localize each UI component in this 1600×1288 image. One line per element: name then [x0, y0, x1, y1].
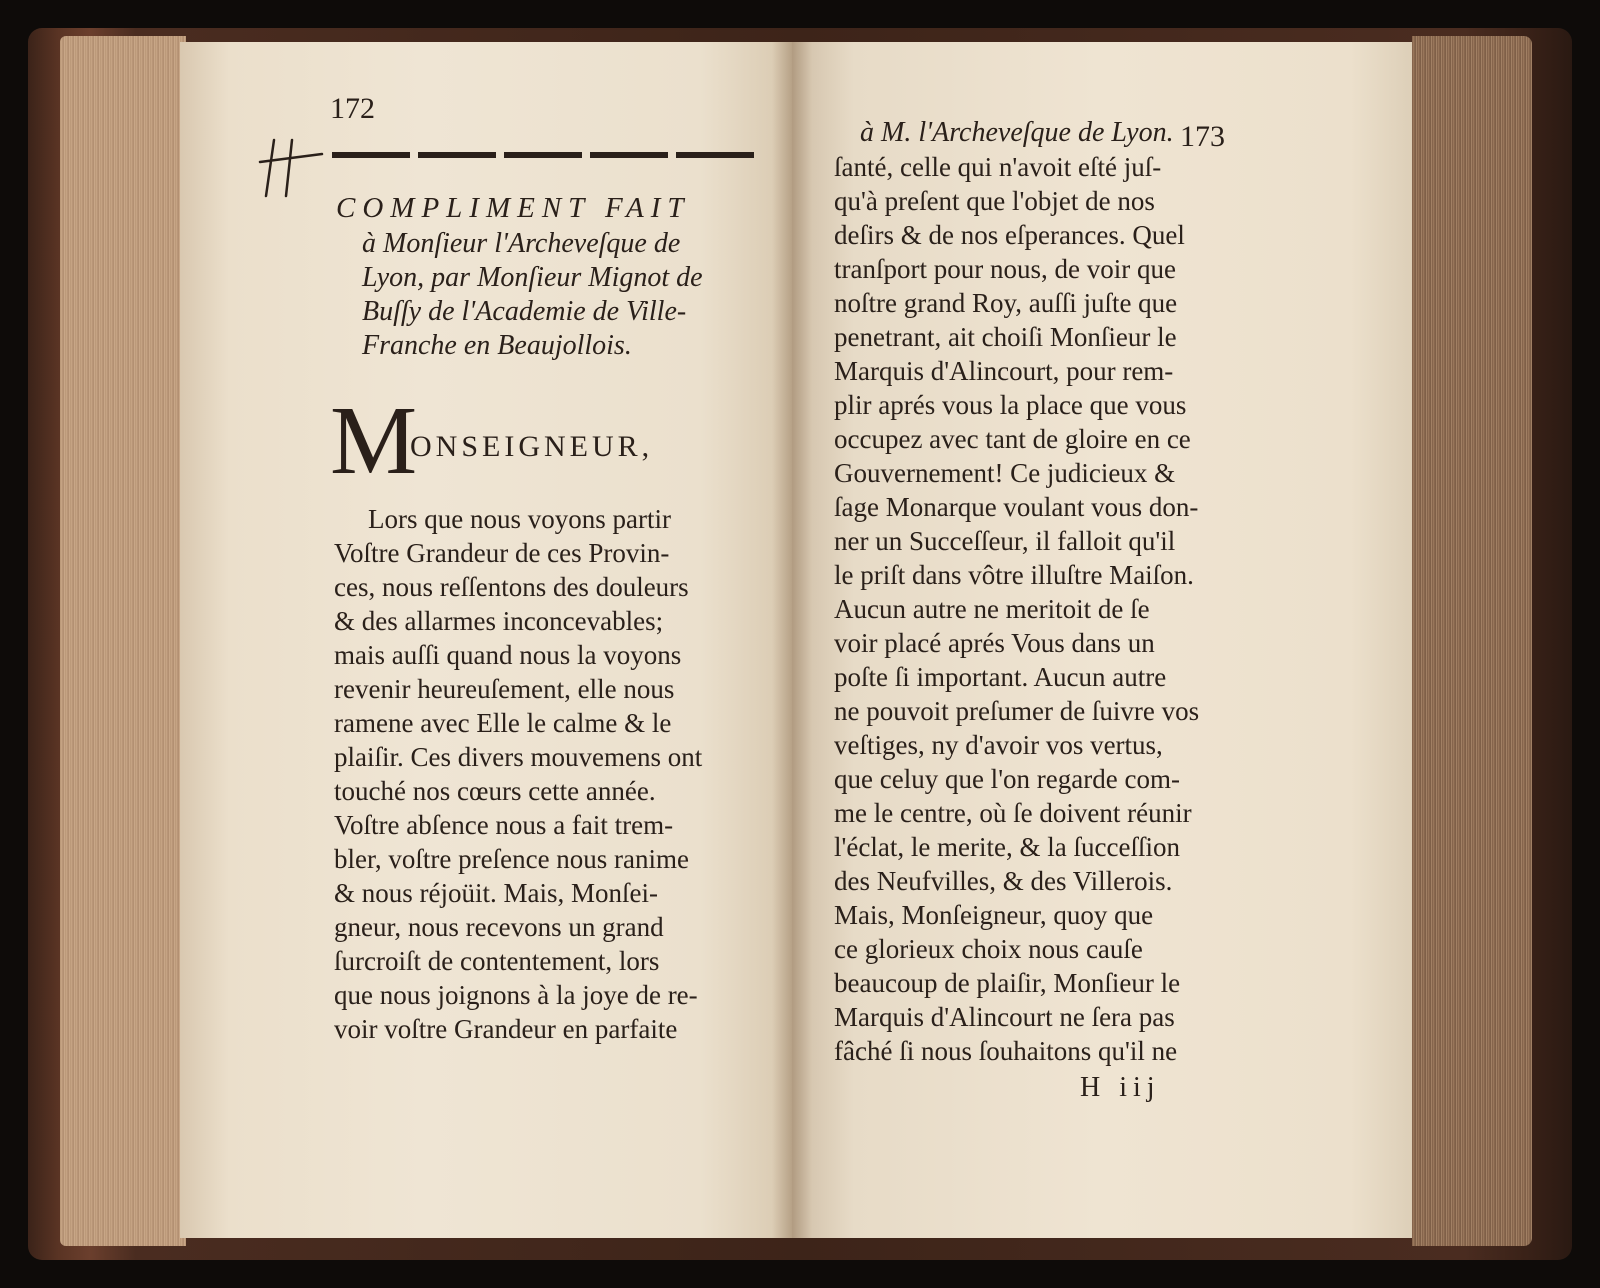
text-line: noſtre grand Roy, auſſi juſte que	[834, 288, 1178, 318]
text-line: bler, voſtre preſence nous ranime	[334, 844, 690, 874]
text-line: Mais, Monſeigneur, quoy que	[834, 900, 1154, 930]
title-line: Franche en Beaujollois.	[362, 330, 632, 361]
text-line: l'éclat, le merite, & la ſucceſſion	[834, 832, 1180, 862]
salutation: ONSEIGNEUR,	[410, 430, 654, 463]
text-line: & nous réjoüit. Mais, Monſei-	[334, 878, 658, 908]
ornamental-rule	[332, 152, 758, 158]
text-line: ſage Monarque voulant vous don-	[834, 492, 1199, 522]
text-line: mais auſſi quand nous la voyons	[334, 640, 682, 670]
text-line: voir placé aprés Vous dans un	[834, 628, 1155, 658]
text-line: ner un Succeſſeur, il falloit qu'il	[834, 526, 1176, 556]
text-line: que celuy que l'on regarde com-	[834, 764, 1180, 794]
text-line: Aucun autre ne meritoit de ſe	[834, 594, 1150, 624]
text-line: Marquis d'Alincourt ne ſera pas	[834, 1002, 1175, 1032]
text-line: plaiſir. Ces divers mouvemens ont	[334, 742, 703, 772]
left-page-number: 172	[330, 92, 375, 125]
text-line: Marquis d'Alincourt, pour rem-	[834, 356, 1174, 386]
title-line: Lyon, par Monſieur Mignot de	[362, 262, 703, 293]
right-page-number: 173	[1180, 120, 1225, 153]
text-line: poſte ſi important. Aucun autre	[834, 662, 1167, 692]
text-line: que nous joignons à la joye de re-	[334, 980, 698, 1010]
text-line: gneur, nous recevons un grand	[334, 912, 664, 942]
page-edges-left	[60, 36, 186, 1246]
text-line: ſanté, celle qui n'avoit eſté juſ-	[834, 152, 1162, 182]
text-line: me le centre, où ſe doivent réunir	[834, 798, 1192, 828]
text-line: occupez avec tant de gloire en ce	[834, 424, 1191, 454]
text-line: ne pouvoit preſumer de ſuivre vos	[834, 696, 1200, 726]
text-line: qu'à preſent que l'objet de nos	[834, 186, 1155, 216]
text-line: deſirs & de nos eſperances. Quel	[834, 220, 1185, 250]
text-line: touché nos cœurs cette année.	[334, 776, 656, 806]
title-line: à Monſieur l'Archeveſque de	[362, 228, 681, 259]
text-line: Voſtre abſence nous a fait trem-	[334, 810, 674, 840]
text-line: plir aprés vous la place que vous	[834, 390, 1187, 420]
title-line: COMPLIMENT FAIT	[336, 192, 691, 224]
text-line: ſurcroiſt de contentement, lors	[334, 946, 660, 976]
text-line: des Neufvilles, & des Villerois.	[834, 866, 1173, 896]
drop-cap: M	[330, 387, 418, 495]
running-head: à M. l'Archeveſque de Lyon.	[860, 117, 1174, 148]
book-gutter	[772, 42, 812, 1238]
text-line: veſtiges, ny d'avoir vos vertus,	[834, 730, 1163, 760]
text-line: voir voſtre Grandeur en parfaite	[334, 1014, 678, 1044]
text-line: & des allarmes inconcevables;	[334, 606, 664, 636]
text-line: revenir heureuſement, elle nous	[334, 674, 675, 704]
signature-mark: H iij	[1080, 1072, 1161, 1103]
text-line: Lors que nous voyons partir	[368, 504, 671, 534]
page-edges-right	[1412, 36, 1532, 1246]
text-line: Gouvernement! Ce judicieux &	[834, 458, 1176, 488]
title-line: Buſſy de l'Academie de Ville-	[362, 296, 687, 327]
text-line: le priſt dans vôtre illuſtre Maiſon.	[834, 560, 1194, 590]
text-line: fâché ſi nous ſouhaitons qu'il ne	[834, 1036, 1178, 1066]
text-line: penetrant, ait choiſi Monſieur le	[834, 322, 1177, 352]
handwritten-mark	[256, 138, 326, 198]
text-line: beaucoup de plaiſir, Monſieur le	[834, 968, 1181, 998]
text-line: ces, nous reſſentons des douleurs	[334, 572, 689, 602]
text-line: Voſtre Grandeur de ces Provin-	[334, 538, 670, 568]
text-line: tranſport pour nous, de voir que	[834, 254, 1176, 284]
text-line: ce glorieux choix nous cauſe	[834, 934, 1143, 964]
text-line: ramene avec Elle le calme & le	[334, 708, 672, 738]
